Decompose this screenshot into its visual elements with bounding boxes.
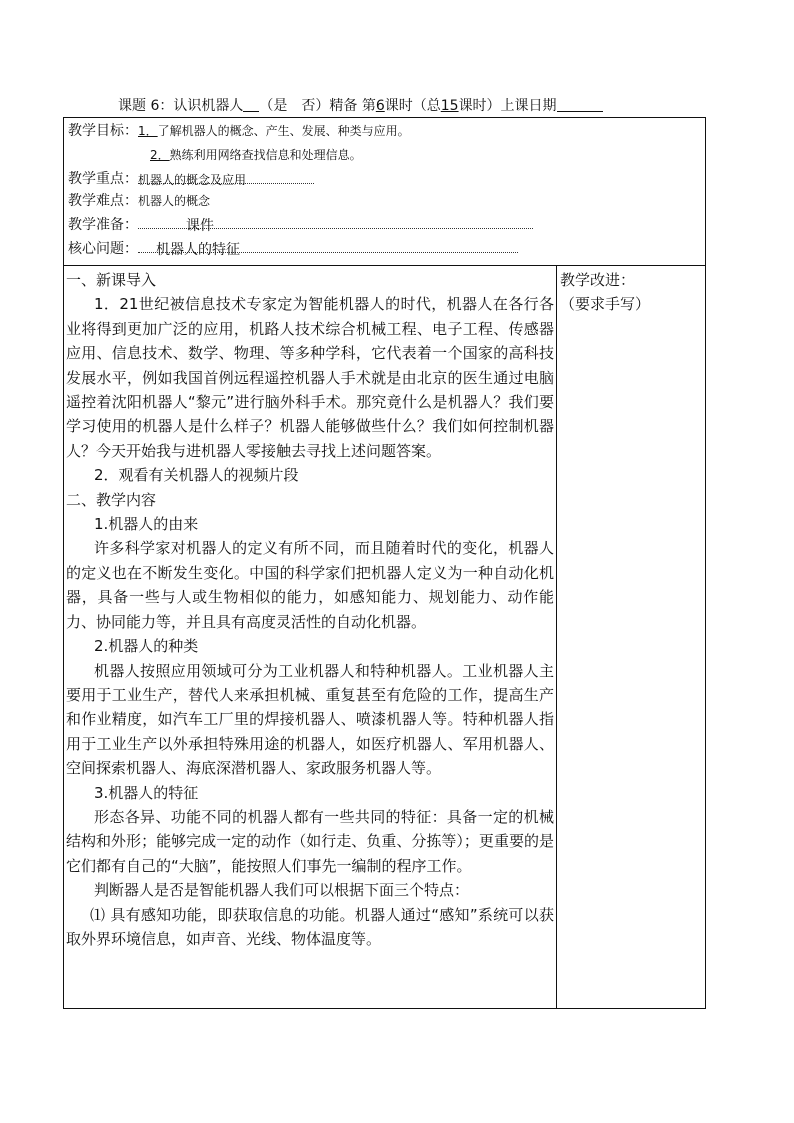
teaching-process-column	[66, 268, 554, 951]
lesson-number-label: 第	[361, 98, 376, 114]
key-point-label: 教学重点：	[68, 171, 138, 187]
key-point-row	[68, 168, 314, 190]
column-divider	[556, 266, 557, 1008]
preparation-row	[68, 214, 533, 236]
lesson-total-label: 课时（总	[384, 98, 441, 114]
section-heading-intro: 一、新课导入	[66, 271, 157, 289]
lesson-number: 6	[375, 98, 385, 114]
improvement-title: 教学改进：	[560, 271, 636, 289]
goal2-text: 熟练利用网络查找信息和处理信息。	[169, 148, 362, 162]
intro-paragraph: 1．21世纪被信息技术专家定为智能机器人的时代，机器人在各行各业将得到更加广泛的应用，机路人技术综合机械工程、电子工程、传感器应用、信息技术、数学、物理、等多种学科，它代表着一个国家的高科技发展水平，例如我国首例远程遥控机器人手术就是由北京的医生通过电脑遥控着沈阳机器人“黎元”进行脑外科手术。那究竟什么是机器人？我们要学习使用的机器人是什么样子？机器人能够做些什么？我们如何控制机器人？今天开始我与进机器人零接触去寻找上述问题答案。	[66, 295, 554, 460]
features-paragraph: 形态各异、功能不同的机器人都有一些共同的特征：具备一定的机械结构和外形；能够完成一定的动作（如行走、负重、分拣等）；更重要的是它们都有自己的“大脑”，能按照人们事先一编制的程序工作。	[66, 807, 554, 875]
preparation-value: 课件	[138, 215, 533, 229]
class-date-blank	[557, 96, 603, 112]
goal1-text: 了解机器人的概念、产生、发展、种类与应用。	[157, 124, 410, 138]
goal1-number: 1．	[138, 124, 158, 138]
types-paragraph: 机器人按照应用领域可分为工业机器人和特种机器人。工业机器人主要用于工业生产，替代人来承担机械、重复甚至有危险的工作，提高生产和作业精度，如汽车工厂里的焊接机器人、喷漆机器人等。特种机器人指用于工业生产以外承担特殊用途的机器人，如医疗机器人、军用机器人、空间探索机器人、海底深潜机器人、家政服务机器人等。	[66, 661, 554, 778]
teaching-goals-row-2	[150, 144, 362, 166]
core-question-label: 核心问题：	[68, 241, 138, 257]
goal-label: 教学目标：	[68, 123, 138, 139]
lesson-header	[118, 96, 718, 116]
lesson-info-section	[64, 118, 705, 266]
teaching-goals-row	[68, 120, 410, 142]
difficulty-value: 机器人的概念	[138, 194, 211, 208]
difficulty-label: 教学难点：	[68, 193, 138, 209]
difficulty-row	[68, 190, 210, 212]
subheading-types: 2.机器人的种类	[94, 637, 199, 656]
lesson-title: 课题 6：认识机器人	[118, 98, 244, 114]
video-paragraph: 2．观看有关机器人的视频片段	[94, 466, 299, 485]
key-point-value: 机器人的概念及应用	[138, 169, 314, 184]
judge-paragraph: 判断器人是否是智能机器人我们可以根据下面三个特点：	[94, 881, 470, 900]
perception-paragraph: ⑴ 具有感知功能，即获取信息的功能。机器人通过“感知”系统可以获取外界环境信息，如声音、光线、物体温度等。	[66, 905, 554, 948]
section-heading-content: 二、教学内容	[66, 490, 157, 509]
improvement-note: （要求手写）	[560, 295, 651, 313]
lesson-total: 15	[440, 98, 459, 114]
subheading-origin: 1.机器人的由来	[94, 515, 199, 534]
origin-paragraph: 许多科学家对机器人的定义有所不同，而且随着时代的变化，机器人的定义也在不断发生变化。中国的科学家们把机器人定义为一种自动化机器，具备一些与人或生物相似的能力，如感知能力、规划能力、动作能力、协同能力等，并且具有高度灵活性的自动化机器。	[66, 539, 554, 631]
core-question-row	[68, 238, 518, 260]
goal2-number: 2．	[150, 148, 170, 162]
class-date-label: 课时）上课日期	[458, 98, 557, 114]
lesson-plan-table	[63, 117, 706, 1009]
blank-line	[243, 96, 259, 112]
core-question-value: 机器人的特征	[138, 239, 518, 253]
subheading-features: 3.机器人的特征	[94, 783, 199, 802]
teaching-improvement-column	[560, 268, 700, 316]
preparation-label: 教学准备：	[68, 217, 138, 233]
prep-type: （是 否）精备	[259, 98, 358, 114]
